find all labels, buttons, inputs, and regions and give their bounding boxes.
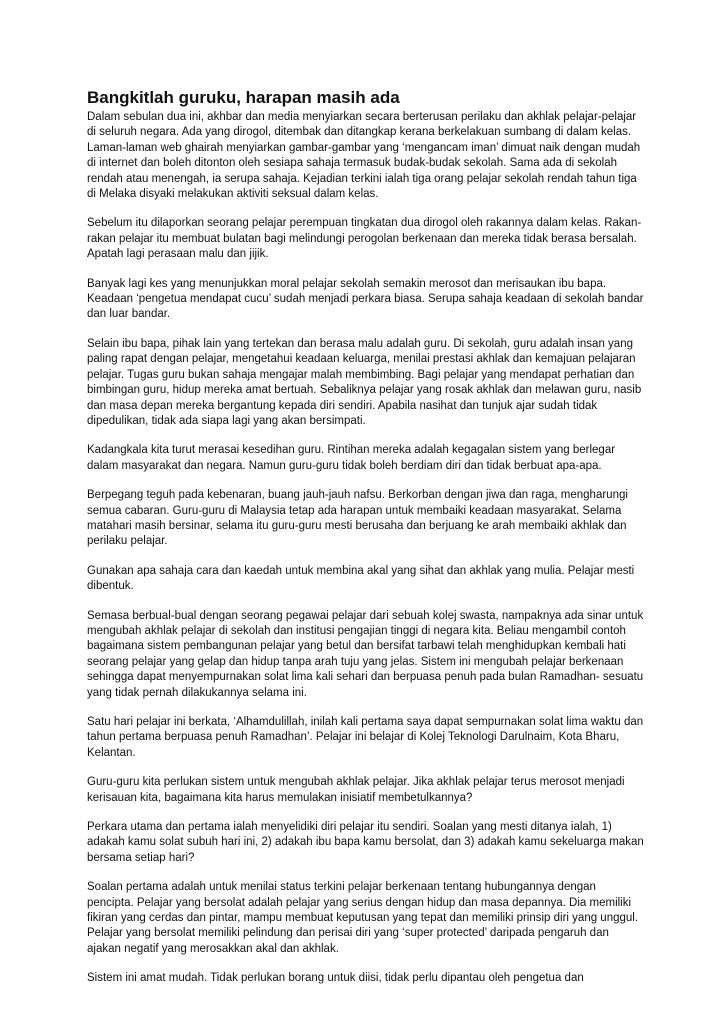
document-page	[87, 87, 645, 1001]
paragraph-11: Perkara utama dan pertama ialah menyelidiki diri pelajar itu sendiri. Soalan yang mesti ditanya ialah, 1) adakah kamu solat subuh hari ini, 2) adakah ibu bapa kamu bersolat, dan 3) adakah kamu sekeluarga makan bersama setiap hari?	[87, 821, 644, 864]
paragraph-6: Berpegang teguh pada kebenaran, buang jauh-jauh nafsu. Berkorban dengan jiwa dan raga, mengharungi semua cabaran. Guru-guru di Malaysia tetap ada harapan untuk membaiki keadaan masyarakat. Selama matahari masih bersinar, selama itu guru-guru mesti berusaha dan berjuang ke arah membaiki akhlak dan perilaku pelajar.	[87, 489, 628, 548]
paragraph-1: Dalam sebulan dua ini, akhbar dan media menyiarkan secara berterusan perilaku dan akhlak pelajar-pelajar di seluruh negara. Ada yang dirogol, ditembak dan ditangkap kerana berkelakuan sumbang di dalam kelas. Laman-laman web ghairah menyiarkan gambar-gambar yang ‘mengancam iman’ dimuat naik dengan mudah di internet dan boleh ditonton oleh sesiapa sahaja termasuk budak-budak sekolah. Sama ada di sekolah rendah atau menengah, ia serupa sahaja. Kejadian terkini ialah tiga orang pelajar sekolah rendah tahun tiga di Melaka disyaki melakukan aktiviti seksual dalam kelas.	[87, 111, 641, 201]
paragraph-13: Sistem ini amat mudah. Tidak perlukan borang untuk diisi, tidak perlu dipantau oleh pengetua dan	[87, 972, 584, 985]
paragraph-8: Semasa berbual-bual dengan seorang pegawai pelajar dari sebuah kolej swasta, nampaknya ada sinar untuk mengubah akhlak pelajar di sekolah dan institusi pengajian tinggi di negara kita. Beliau mengambil contoh bagaimana sistem pembangunan pelajar yang betul dan bersifat tarbawi telah menghidupkan kembali hati seorang pelajar yang gelap dan hidup tanpa arah tuju yang jelas. Sistem ini mengubah pelajar berkenaan sehingga dapat menyempurnakan solat lima kali sehari dan berpuasa penuh pada bulan Ramadhan- sesuatu yang tidak pernah dilakukannya selama ini.	[87, 609, 644, 699]
paragraph-2: Sebelum itu dilaporkan seorang pelajar perempuan tingkatan dua dirogol oleh rakannya dalam kelas. Rakan-rakan pelajar itu membuat bulatan bagi melindungi perogolan berkenaan dan mereka tidak berasa bersalah. Apatah lagi perasaan malu dan jijik.	[87, 217, 642, 261]
paragraph-5: Kadangkala kita turut merasai kesedihan guru. Rintihan mereka adalah kegagalan sistem yang berlegar dalam masyarakat dan negara. Namun guru-guru tidak boleh berdiam diri dan tidak berbuat apa-apa.	[87, 444, 616, 472]
paragraph-7: Gunakan apa sahaja cara dan kaedah untuk membina akal yang sihat dan akhlak yang mulia. Pelajar mesti dibentuk.	[87, 564, 635, 593]
article-title: Bangkitlah guruku, harapan masih ada	[87, 88, 400, 107]
paragraph-4: Selain ibu bapa, pihak lain yang tertekan dan berasa malu adalah guru. Di sekolah, guru adalah insan yang paling rapat dengan pelajar, mengetahui keadaan keluarga, menilai prestasi akhlak dan kemajuan pelajaran pelajar. Tugas guru bukan sahaja mengajar malah membimbing. Bagi pelajar yang mendapat perhatian dan bimbingan guru, hidup mereka amat bertuah. Sebaliknya pelajar yang rosak akhlak dan melawan guru, nasib dan masa depan mereka bergantung kepada diri sendiri. Apabila nasihat dan tunjuk ajar sudah tidak dipedulikan, tidak ada siapa lagi yang akan bersimpati.	[87, 337, 642, 427]
paragraph-9: Satu hari pelajar ini berkata, ‘Alhamdulillah, inilah kali pertama saya dapat sempurnakan solat lima waktu dan tahun pertama berpuasa penuh Ramadhan’. Pelajar ini belajar di Kolej Teknologi Darulnaim, Kota Bharu, Kelantan.	[87, 716, 644, 759]
paragraph-10: Guru-guru kita perlukan sistem untuk mengubah akhlak pelajar. Jika akhlak pelajar terus merosot menjadi kerisauan kita, bagaimana kita harus memulakan inisiatif membetulkannya?	[87, 776, 625, 804]
paragraph-12: Soalan pertama adalah untuk menilai status terkini pelajar berkenaan tentang hubungannya dengan pencipta. Pelajar yang bersolat adalah pelajar yang serius dengan hidup dan masa depannya. Dia memiliki fikiran yang cerdas dan pintar, mampu membuat keputusan yang tepat dan memiliki prinsip diri yang unggul. Pelajar yang bersolat memiliki pelindung dan perisai diri yang ‘super protected’ daripada pengaruh dan ajakan negatif yang merosakkan akal dan akhlak.	[87, 881, 639, 955]
paragraph-3: Banyak lagi kes yang menunjukkan moral pelajar sekolah semakin merosot dan merisaukan ibu bapa. Keadaan ‘pengetua mendapat cucu’ sudah menjadi perkara biasa. Serupa sahaja keadaan di sekolah bandar dan luar bandar.	[87, 277, 644, 321]
